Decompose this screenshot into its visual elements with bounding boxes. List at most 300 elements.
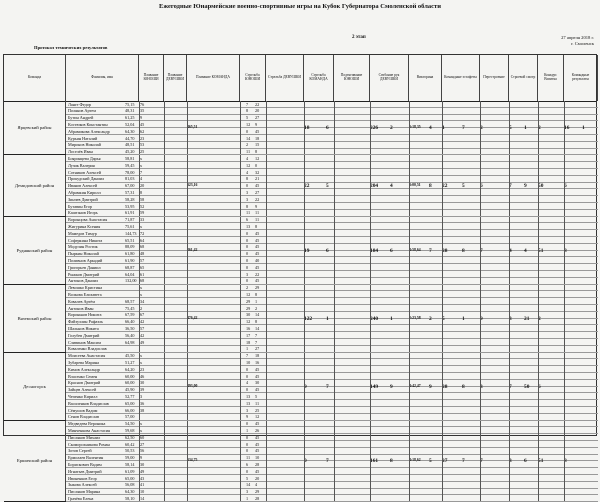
table-cell: 0 — [246, 251, 249, 257]
team-name: Десногорск — [4, 353, 66, 420]
team-result: 7 — [480, 458, 483, 465]
table-cell: x — [140, 421, 143, 427]
table-cell: 5 — [246, 115, 249, 121]
table-cell: 3 — [246, 189, 249, 195]
team-result: 6 — [564, 182, 567, 189]
grid-line — [480, 101, 481, 154]
team-result: 2 — [390, 125, 393, 132]
table-cell: 7 — [255, 332, 258, 338]
table-cell: 0 — [246, 244, 249, 250]
team-result: 6 — [326, 247, 329, 254]
table-cell: 35 — [140, 108, 145, 114]
team-result: 3 — [480, 383, 483, 390]
team-result: 6 — [538, 383, 541, 390]
table-cell: 45 — [255, 251, 260, 257]
table-cell: 58,81 — [125, 155, 135, 161]
table-cell: 27 — [255, 189, 260, 195]
table-cell: 66,00 — [125, 407, 135, 413]
team-result: 204 — [370, 182, 379, 189]
table-cell: Скоморохникова Роман — [68, 441, 110, 447]
table-cell: 22 — [255, 101, 260, 107]
team-name: Демидовский район — [4, 155, 66, 215]
table-cell: 8 — [255, 319, 258, 325]
column-header: Плавание ЮНОШИ — [139, 55, 164, 101]
table-cell: 56 — [140, 448, 145, 454]
table-cell: 11 — [255, 210, 260, 216]
grid-line — [334, 217, 335, 284]
table-cell: Чепенко Кирилл — [68, 393, 98, 399]
column-header: Стрельба ДЕВУШКИ — [266, 55, 304, 101]
table-cell: Рыжков Дмитрий — [68, 271, 100, 277]
team-result: 861,42 — [187, 247, 198, 252]
table-cell: Поливнов Аркадий — [68, 257, 103, 263]
grid-line — [334, 353, 335, 420]
table-cell: 45 — [255, 230, 260, 236]
table-cell: 2 — [246, 285, 249, 291]
grid-line — [538, 217, 539, 284]
table-cell: 20 — [255, 108, 260, 114]
protocol-label: Протокол технических результатов — [34, 45, 108, 50]
team-result: 9 — [390, 383, 393, 390]
table-cell: Костюков Константин — [68, 121, 108, 127]
table-cell: 132,00 — [125, 278, 137, 284]
table-cell: Волкова Елизавета — [68, 291, 102, 297]
table-cell: Писляков Михаил — [68, 434, 101, 440]
table-cell: 18 — [246, 339, 251, 345]
table-cell: 56,40 — [125, 332, 135, 338]
table-cell: 52 — [140, 203, 145, 209]
table-cell: 6 — [246, 461, 249, 467]
team-result: 4:18,62 — [409, 458, 421, 463]
team-result: 4 — [524, 247, 527, 254]
table-cell: 68,57 — [125, 298, 135, 304]
table-cell: 21 — [255, 176, 260, 182]
table-cell: 5 — [255, 393, 258, 399]
team-result: 1 — [442, 125, 445, 132]
team-result: 184 — [370, 247, 379, 254]
table-cell: 1 — [246, 346, 249, 352]
team-result: 22 — [304, 182, 310, 189]
table-cell: 9 — [255, 203, 258, 209]
table-cell: 76 — [140, 101, 145, 107]
table-cell: 65,00 — [125, 475, 135, 481]
table-cell: Антонов Даниил — [68, 278, 99, 284]
team-result: 476,42 — [187, 315, 198, 320]
grid-line — [164, 101, 165, 154]
team-name: Ершичский район — [4, 421, 66, 502]
column-header: Конкурс Визитка — [538, 55, 564, 101]
table-cell: Жигурина Ксения — [68, 223, 101, 229]
team-result: 7 — [462, 125, 465, 132]
grid-line — [409, 217, 410, 284]
team-result: 226 — [370, 125, 379, 132]
table-cell: 52,04 — [125, 121, 135, 127]
column-header: Командные результаты — [564, 55, 598, 101]
grid-line — [509, 217, 510, 284]
team-result: 5 — [442, 315, 445, 322]
table-cell: 64,04 — [125, 271, 135, 277]
table-cell: 25 — [255, 407, 260, 413]
table-cell: 45 — [255, 421, 260, 427]
grid-line — [187, 353, 188, 420]
table-cell: 9 — [140, 455, 143, 461]
table-cell: 2 — [246, 142, 249, 148]
table-body — [4, 101, 596, 501]
table-cell: Левошко Кристина — [68, 285, 103, 291]
team-result: 6 — [390, 247, 393, 254]
grid-line — [538, 353, 539, 420]
table-cell: 48,31 — [125, 108, 135, 114]
team-block — [4, 217, 596, 285]
table-cell: 8 — [255, 149, 258, 155]
table-cell: Зотов Сергей — [68, 448, 92, 454]
team-result: 2 — [429, 315, 432, 322]
table-cell: 4 — [246, 155, 249, 161]
table-cell: 30 — [246, 312, 251, 318]
grid-line — [240, 353, 241, 420]
table-cell: 16 — [246, 325, 251, 331]
table-cell: 61,80 — [125, 251, 135, 257]
table-cell: 29 — [255, 489, 260, 495]
grid-line — [564, 217, 565, 284]
table-cell: Иванов Алексей — [68, 183, 98, 189]
team-result: 9 — [429, 383, 432, 390]
table-cell: 33 — [140, 217, 145, 223]
table-cell: 20 — [255, 475, 260, 481]
table-cell: Писляков Марина — [68, 489, 101, 495]
column-header: Стрельба КОМАНДА — [304, 55, 334, 101]
grid-line — [442, 421, 443, 502]
table-cell: 14 — [246, 135, 251, 141]
table-cell: 30 — [140, 461, 145, 467]
table-cell: 45 — [255, 468, 260, 474]
grid-line — [480, 217, 481, 284]
table-cell: Вороньков Никита — [68, 312, 102, 318]
table-cell: 58 — [140, 196, 145, 202]
results-table — [3, 54, 597, 501]
table-cell: Мамедов Тимур — [68, 230, 97, 236]
table-cell: Прокудский Даниил — [68, 176, 105, 182]
table-cell: x — [140, 353, 143, 359]
table-cell: 61 — [140, 271, 145, 277]
team-result: 7 — [326, 383, 329, 390]
table-cell: 12 — [246, 121, 251, 127]
team-result: 1 — [582, 125, 585, 132]
table-cell: 64,98 — [125, 339, 135, 345]
table-cell: Бутавин Егор — [68, 203, 92, 209]
table-cell: 7 — [246, 353, 249, 359]
table-cell: 67 — [140, 312, 145, 318]
grid-line — [538, 155, 539, 215]
table-cell: Голубев Дмитрий — [68, 332, 100, 338]
team-result: 334,75 — [187, 458, 198, 463]
grid-line — [240, 285, 241, 352]
grid-line — [304, 285, 305, 352]
table-cell: Сотников Алексей — [68, 169, 101, 175]
table-cell: 17 — [246, 332, 251, 338]
column-header: Викторина — [409, 55, 442, 101]
table-cell: x — [140, 155, 143, 161]
table-cell: Пыркин Николай — [68, 251, 99, 257]
grid-line — [509, 155, 510, 215]
table-cell: 78,00 — [125, 169, 135, 175]
grid-line — [370, 285, 371, 352]
grid-line — [442, 155, 443, 215]
table-cell: 13 — [246, 223, 251, 229]
table-cell: x — [140, 285, 143, 291]
grid-line — [538, 101, 539, 154]
table-cell: 30 — [255, 380, 260, 386]
table-cell: 53,95 — [125, 203, 135, 209]
table-cell: 0 — [246, 441, 249, 447]
grid-line — [164, 155, 165, 215]
grid-line — [266, 421, 267, 502]
team-block — [4, 155, 596, 216]
table-cell: 58,14 — [125, 461, 135, 467]
table-cell: 12 — [255, 155, 260, 161]
table-cell: 1 — [246, 427, 249, 433]
table-row — [66, 495, 598, 502]
column-header: Команда — [4, 55, 66, 101]
table-cell: 8 — [255, 223, 258, 229]
grid-line — [480, 353, 481, 420]
table-cell: Каштанов Игорь — [68, 210, 98, 216]
table-cell: 38 — [140, 407, 145, 413]
table-cell: 32 — [255, 169, 260, 175]
team-result: 4:58,64 — [409, 247, 421, 252]
team-result: 6 — [480, 182, 483, 189]
table-cell: 49 — [140, 339, 145, 345]
grid-line — [187, 217, 188, 284]
table-cell: 59,00 — [125, 455, 135, 461]
grid-line — [334, 101, 335, 154]
team-result: 7 — [480, 247, 483, 254]
table-cell: 2 — [255, 305, 258, 311]
table-cell: 3 — [246, 196, 249, 202]
table-cell: 49 — [140, 468, 145, 474]
table-cell: 18 — [255, 135, 260, 141]
table-cell: 8 — [246, 203, 249, 209]
table-cell: 29 — [246, 298, 251, 304]
table-cell: Василенков Владислав — [68, 400, 109, 406]
table-cell: 30 — [140, 380, 145, 386]
table-cell: Модулин Ростик — [68, 244, 98, 250]
table-cell: 45 — [255, 183, 260, 189]
team-result: 2:23,58 — [409, 315, 421, 320]
team-name: Руднянский район — [4, 217, 66, 284]
table-cell: 8 — [246, 176, 249, 182]
table-cell: 45 — [255, 264, 260, 270]
grid-line — [370, 421, 371, 502]
team-result: 1 — [462, 315, 465, 322]
table-cell: 23 — [140, 135, 145, 141]
table-cell: 45,20 — [125, 149, 135, 155]
team-result: 9 — [304, 383, 307, 390]
table-cell: 0 — [246, 183, 249, 189]
column-header: Подтягивание ЮНОШИ — [334, 55, 370, 101]
table-cell: 59 — [140, 210, 145, 216]
table-cell: 61,25 — [125, 115, 135, 121]
table-cell: 34 — [140, 298, 145, 304]
table-cell: 43 — [140, 475, 145, 481]
grid-line — [240, 421, 241, 502]
team-block — [4, 421, 596, 502]
grid-line — [240, 155, 241, 215]
table-cell: Файзуллин Рафаэль — [68, 319, 104, 325]
table-cell: 58,10 — [125, 495, 135, 501]
team-result: 8 — [390, 458, 393, 465]
table-cell: 75,15 — [125, 101, 135, 107]
table-cell: 26 — [255, 427, 260, 433]
table-cell: 13 — [246, 400, 251, 406]
table-cell: 66,40 — [125, 319, 135, 325]
table-cell: 1 — [246, 495, 249, 501]
team-result: 8 — [429, 182, 432, 189]
table-cell: 57 — [140, 325, 145, 331]
team-result: 7 — [326, 458, 329, 465]
table-cell: 0 — [255, 162, 258, 168]
grid-line — [164, 353, 165, 420]
team-result: 5 — [462, 182, 465, 189]
team-result: 18 — [304, 125, 310, 132]
table-cell: 36,50 — [125, 325, 135, 331]
grid-line — [370, 101, 371, 154]
grid-line — [480, 155, 481, 215]
grid-line — [240, 101, 241, 154]
grid-line — [304, 217, 305, 284]
team-result: 9 — [524, 182, 527, 189]
table-cell: 68,87 — [125, 264, 135, 270]
team-result: 2 — [538, 315, 541, 322]
team-result: 2 — [480, 125, 483, 132]
team-result: 465,51 — [187, 125, 198, 130]
team-result: 323,16 — [187, 182, 198, 187]
table-cell: Борискович Вадим — [68, 461, 102, 467]
table-cell: 0 — [246, 434, 249, 440]
team-result: 3:00,51 — [409, 182, 421, 187]
table-cell: 62,50 — [125, 434, 135, 440]
date-label: 27 апреля 2018 г. — [561, 35, 594, 40]
grid-line — [334, 155, 335, 215]
table-cell: 18 — [255, 353, 260, 359]
table-cell: 0 — [246, 468, 249, 474]
grid-line — [409, 353, 410, 420]
grid-line — [164, 217, 165, 284]
table-cell: 45 — [255, 128, 260, 134]
table-cell: 7 — [255, 339, 258, 345]
team-result: 240 — [370, 315, 379, 322]
table-cell: 56,08 — [125, 482, 135, 488]
table-cell: 12 — [255, 414, 260, 420]
table-cell: 64 — [140, 237, 145, 243]
table-cell: Ивоненков Егор — [68, 475, 97, 481]
table-cell: Шальнов Никита — [68, 325, 99, 331]
team-name: Вяземский район — [4, 285, 66, 352]
table-cell: 28 — [255, 461, 260, 467]
table-cell: 12 — [246, 291, 251, 297]
table-cell: 0 — [246, 237, 249, 243]
table-cell: 60,00 — [125, 373, 135, 379]
grid-line — [266, 217, 267, 284]
grid-line — [187, 421, 188, 502]
table-cell: Абрамикова Александр — [68, 128, 110, 134]
table-cell: 0 — [246, 278, 249, 284]
table-cell: 27 — [255, 346, 260, 352]
column-header: Сгибание рук ДЕВУШКИ — [370, 55, 409, 101]
table-cell: Антонов Иван — [68, 305, 94, 311]
city-label: г. Смоленск — [571, 40, 594, 46]
grid-line — [304, 101, 305, 154]
grid-line — [334, 421, 335, 502]
team-block — [4, 285, 596, 353]
team-result: 28 — [442, 383, 448, 390]
team-result: 3 — [509, 458, 512, 465]
team-result: 21 — [524, 315, 530, 322]
table-cell: 60,42 — [125, 441, 135, 447]
table-cell: x — [140, 223, 143, 229]
table-cell: 57,31 — [125, 189, 135, 195]
team-result: 1 — [524, 125, 527, 132]
grid-line — [442, 101, 443, 154]
table-cell: 9 — [255, 121, 258, 127]
table-cell: 40 — [255, 257, 260, 263]
table-cell: 48,51 — [125, 142, 135, 148]
team-result: 122 — [304, 315, 313, 322]
team-result: 1 — [326, 315, 329, 322]
table-cell: 11 — [255, 400, 260, 406]
table-cell: 53 — [140, 142, 145, 148]
table-cell: 144,73 — [125, 230, 137, 236]
table-cell: 14 — [255, 325, 260, 331]
team-result: 149 — [370, 383, 379, 390]
table-cell: 14 — [255, 312, 260, 318]
team-result: 8 — [564, 458, 567, 465]
table-cell: 5 — [246, 475, 249, 481]
grid-line — [480, 285, 481, 352]
table-cell: 4 — [246, 380, 249, 386]
table-cell: 12 — [246, 162, 251, 168]
team-result: 50 — [538, 182, 544, 189]
table-cell: 75,45 — [125, 305, 135, 311]
table-cell: Бояринцева Дарья — [68, 155, 101, 161]
table-cell: 7 — [246, 101, 249, 107]
grid-line — [409, 285, 410, 352]
table-cell: 45 — [140, 121, 145, 127]
table-cell: Ланге Федор — [68, 101, 91, 107]
table-cell: 25 — [140, 149, 145, 155]
table-cell: 8 — [140, 189, 143, 195]
grid-line — [304, 155, 305, 215]
table-cell: 81,03 — [125, 176, 135, 182]
table-cell: 0 — [246, 421, 249, 427]
table-cell: 0 — [246, 128, 249, 134]
table-cell: 7 — [140, 169, 143, 175]
table-cell: 48 — [140, 251, 145, 257]
table-cell: 0 — [246, 366, 249, 372]
grid-line — [164, 421, 165, 502]
table-cell: 14 — [140, 495, 145, 501]
table-cell: 68 — [140, 278, 145, 284]
grid-line — [266, 155, 267, 215]
table-cell: 45 — [255, 434, 260, 440]
table-cell: 11 — [246, 455, 251, 461]
table-cell: Кимов Александр — [68, 366, 100, 372]
team-result: 1 — [390, 315, 393, 322]
table-cell: Краснов Дмитрий — [68, 380, 101, 386]
team-result: 16 — [564, 125, 570, 132]
table-cell: 60 — [140, 434, 145, 440]
column-header: Перестроение — [480, 55, 509, 101]
